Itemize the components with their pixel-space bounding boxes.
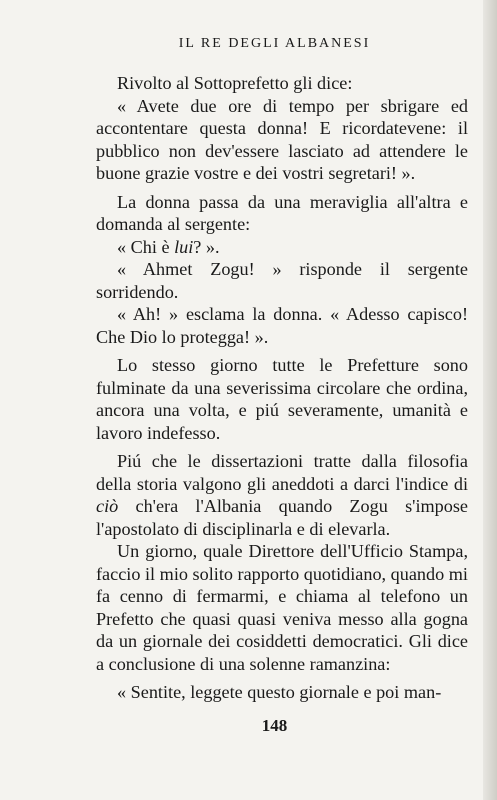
italic-word: ciò [96,496,119,516]
paragraph: « Ahmet Zogu! » risponde il sergente sorridendo. [96,259,468,302]
paragraph: « Avete due ore di tempo per sbrigare ed accontentare questa donna! E ricordatevene: il pubblico non dev'essere lasciato ad attendere le buone grazie vostre e dei vostri segretari! ». [96,95,468,183]
text-run: ? ». [193,236,220,257]
paragraph [96,236,468,259]
paragraph: La donna passa da una meraviglia all'altra e domanda al sergente: [96,191,468,234]
running-header [0,36,497,52]
text-run: « Chi è [117,236,175,257]
body-text [96,72,468,704]
text-run: ch'era l'Albania quando Zogu s'impose l'apostolato di disciplinarla e di elevarla. [96,496,468,539]
page-number-text: 148 [261,716,288,735]
text-run: Piú che le dissertazioni tratte dalla filosofia della storia valgono gli aneddoti a darci l'indice di [96,451,468,494]
paragraph: Rivolto al Sottoprefetto gli dice: [117,73,353,93]
paragraph: « Ah! » esclama la donna. « Adesso capisco! Che Dio lo protegga! ». [96,304,468,347]
paragraph: Lo stesso giorno tutte le Prefetture sono fulminate da una severissima circolare che ordina, ancora una volta, e piú severamente, umanità e lavoro indefesso. [96,355,468,443]
paragraph [96,450,468,540]
paragraph: Un giorno, quale Direttore dell'Ufficio Stampa, faccio il mio solito rapporto quotidiano, quando mi fa cenno di fermarmi, e chiama al telefono un Prefetto che quasi quasi veniva messo alla gogna da un giornale dei cosiddetti democratici. Gli dice a conclusione di una solenne ramanzina: [96,541,468,674]
page-number [0,716,497,736]
paragraph: « Sentite, leggete questo giornale e poi man- [117,682,442,702]
page-edge-shadow [483,0,497,800]
running-title: IL RE DEGLI ALBANESI [178,36,371,51]
italic-word: lui [174,236,194,257]
